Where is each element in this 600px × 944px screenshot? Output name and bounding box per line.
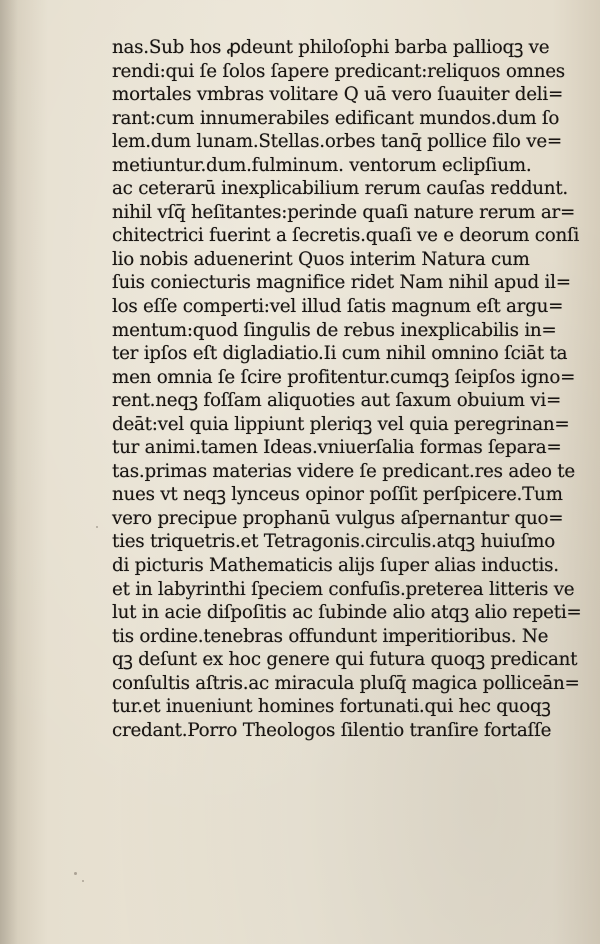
text-line: rant:cum innumerabiles edificant mundos.dum ſo — [112, 107, 560, 129]
text-line: los eſſe comperti:vel illud ſatis magnum eſt argu= — [112, 296, 564, 318]
text-line: deāt:vel quia lippiunt pleriqꝫ vel quia peregrinan= — [112, 413, 570, 435]
paper-speck — [74, 872, 77, 875]
text-line: di picturis Mathematicis alijs ſuper alias inductis. — [112, 555, 559, 577]
text-line: tas.primas materias videre ſe predicant.res adeo te — [112, 460, 575, 482]
text-line: lio nobis aduenerint Quos interim Natura cum — [112, 248, 530, 270]
text-line: vero precipue prophanū vulgus aſpernantur quo= — [112, 507, 564, 529]
text-line: nihil vſq̄ heſitantes:perinde quaſi nature rerum ar= — [112, 201, 576, 223]
text-line: tur.et inueniunt homines fortunati.qui hec quoqꝫ — [112, 696, 551, 718]
text-line: chitectrici fuerint a ſecretis.quaſi ve e deorum conſi — [112, 225, 580, 247]
text-line: nues vt neqꝫ lynceus opinor poſſit perſpicere.Tum — [112, 484, 563, 506]
text-line: ac ceterarū inexplicabilium rerum cauſas reddunt. — [112, 178, 568, 200]
text-line: qꝫ deſunt ex hoc genere qui futura quoqꝫ predicant — [112, 649, 578, 671]
paper-speck — [96, 526, 98, 528]
text-line: mortales vmbras volitare Q uā vero ſuauiter deli= — [112, 84, 564, 106]
text-line: rendi:qui ſe ſolos ſapere predicant:reliquos omnes — [112, 60, 565, 82]
text-line: conſultis aſtris.ac miracula pluſq̄ magica polliceān= — [112, 672, 580, 694]
text-line: tur animi.tamen Ideas.vniuerſalia formas ſepara= — [112, 437, 562, 459]
text-line: lut in acie diſpoſitis ac ſubinde alio atqꝫ alio repeti= — [112, 602, 582, 624]
text-line: rent.neqꝫ foſſam aliquoties aut ſaxum obuium vi= — [112, 390, 562, 412]
text-line: ter ipſos eſt digladiatio.Ii cum nihil omnino ſciāt ta — [112, 343, 568, 365]
text-line: credant.Porro Theologos ſilentio tranſire fortaſſe — [112, 719, 552, 741]
text-line: ties triquetris.et Tetragonis.circulis.atqꝫ huiuſmo — [112, 531, 555, 553]
text-line: lem.dum lunam.Stellas.orbes tanq̄ pollice filo ve= — [112, 131, 562, 153]
text-line: ſuis coniecturis magnifice ridet Nam nihil apud il= — [112, 272, 571, 294]
text-line: et in labyrinthi ſpeciem confuſis.preterea litteris ve — [112, 578, 575, 600]
text-line: mentum:quod ſingulis de rebus inexplicabilis in= — [112, 319, 557, 341]
text-column — [112, 36, 588, 742]
text-line: men omnia ſe ſcire profitentur.cumqꝫ ſeipſos igno= — [112, 366, 576, 388]
text-line: nas.Sub hos ꝓdeunt philoſophi barba pallioqꝫ ve — [112, 37, 550, 58]
page-gutter-shadow — [0, 0, 18, 944]
text-line: tis ordine.tenebras offundunt imperitioribus. Ne — [112, 625, 549, 647]
text-line: metiuntur.dum.fulminum. ventorum eclipſium. — [112, 154, 532, 176]
paper-speck — [82, 880, 84, 882]
